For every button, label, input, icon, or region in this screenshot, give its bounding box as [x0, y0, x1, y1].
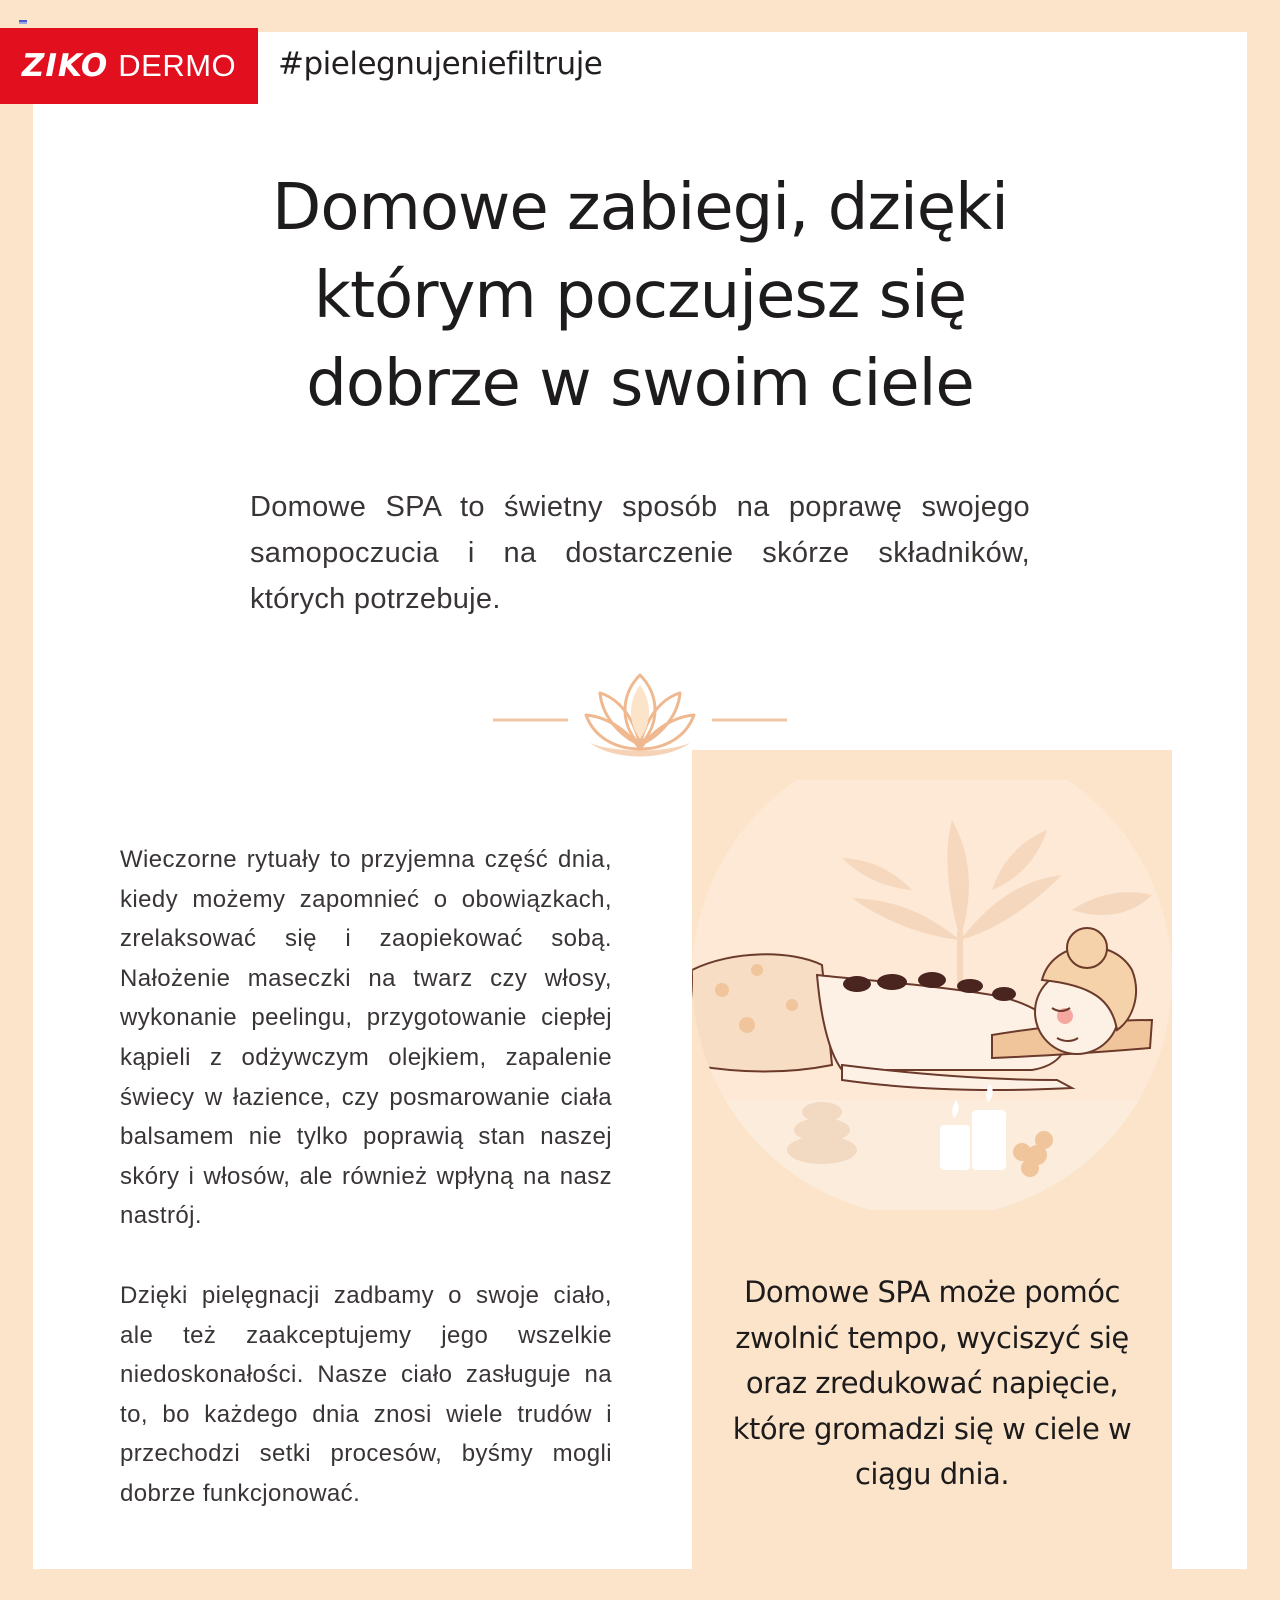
corner-mark — [19, 20, 27, 24]
article-paragraph: Wieczorne rytuały to przyjemna część dnia, kiedy możemy zapomnieć o obowiązkach, zrelaksować się i zaopiekować sobą. Nałożenie maseczki na twarz czy włosy, wykonanie peelingu, przygotowanie ciepłej kąpieli z odżywczym olejkiem, zapalenie świecy w łazience, czy posmarowanie ciała balsamem nie tylko poprawią stan naszej skóry i włosów, ale również wpłyną na nasz nastrój. — [120, 846, 612, 1230]
article-paragraph: Dzięki pielęgnacji zadbamy o swoje ciało, ale też zaakceptujemy jego wszelkie niedoskonałości. Nasze ciało zasługuje na to, bo każdego dnia znosi wiele trudów i przechodzi setki procesów, byśmy mogli dobrze funkcjonować. — [120, 1281, 612, 1507]
article-body — [120, 840, 612, 1514]
hashtag: #pielegnujeniefiltruje — [278, 46, 603, 82]
article-title: Domowe zabiegi, dzięki którym poczujesz się dobrze w swoim ciele — [272, 171, 1008, 421]
spa-massage-illustration — [692, 780, 1172, 1210]
brand-logo — [0, 28, 258, 104]
brand-name-bold: ZIKO — [21, 48, 109, 84]
brand-name-regular: DERMO — [118, 48, 237, 83]
pull-quote: Domowe SPA może pomóc zwolnić tempo, wyciszyć się oraz zredukować napięcie, które gromadzi się w ciele w ciągu dnia. — [732, 1275, 1132, 1491]
article-intro: Domowe SPA to świetny sposób na poprawę swojego samopoczucia i na dostarczenie skórze składników, których potrzebuje. — [250, 491, 1030, 615]
